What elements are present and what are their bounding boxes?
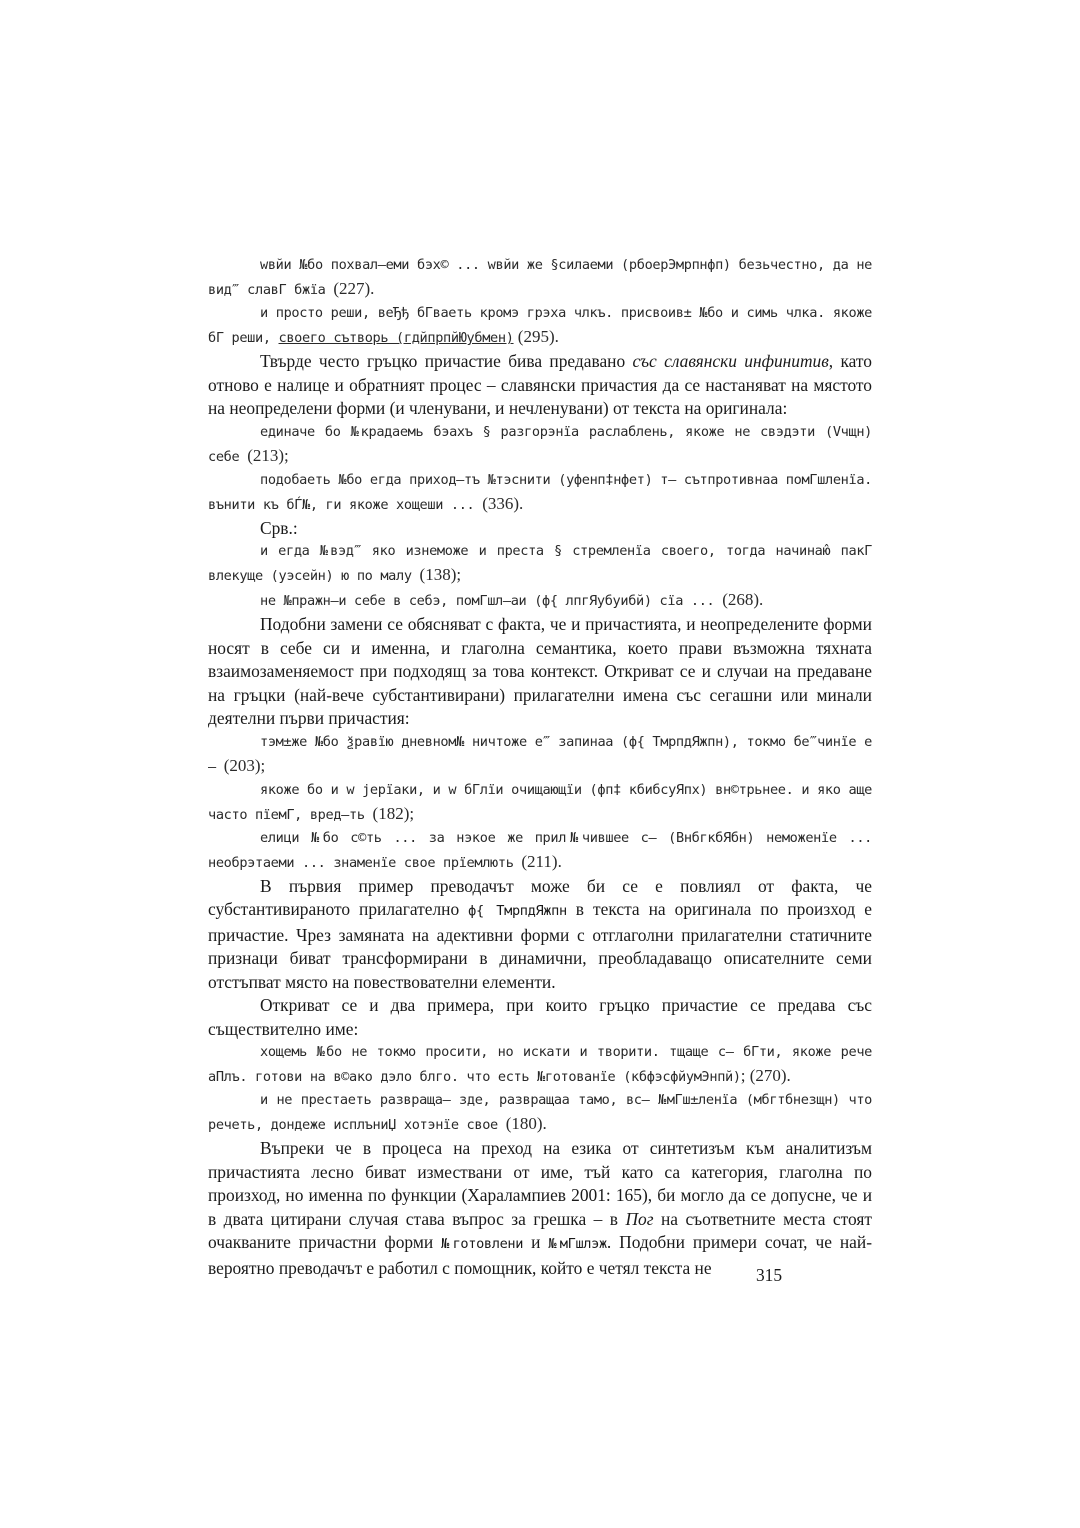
quote-reference: (295). (513, 327, 559, 346)
quote-reference: (211). (521, 851, 562, 871)
paragraph-text: Въпреки че в процеса на преход на езика от синтетизъм към аналитизъм причастията лесно биват измествани от име, тъй като са категория, глаголна по произход, но именна по функции (Харалампиев 2001: 165), би могло да се допусне, че и в двата цитирани случая става въпрос за грешка – в (208, 1138, 872, 1229)
quote-citation (208, 827, 872, 875)
quote-citation (208, 779, 872, 827)
paragraph-text: . Подобни примери сочат, че най-вероятно преводачът е работил с помощник, който е четял текста не (208, 1232, 873, 1278)
body-paragraph: Подобни замени се обясняват с факта, че и причастията, и неопределените форми носят в себе си и именна, и глаголна семантика, което прави възможна тяхната взаимозаменяемост при подходящ за това контекст. Откриват се и случаи на предаване на гръцки (най-вече субстантивирани) прилагателни имена със сегашни или минали деятелни първи причастия: (208, 614, 872, 728)
quote-reference: (227). (333, 279, 375, 298)
quote-citation (208, 1041, 872, 1089)
italic-term: Пог (625, 1208, 654, 1229)
italic-term: със славянски инфинитив (632, 351, 829, 371)
quote-text: хощемь №бо не токмо просити, но искати и творити. тщаще с— бГти, якоже рече аПлъ. готови на в©ако дэло блго. что есть №готованїе (кбфэсфйумЭнпй) (208, 1044, 872, 1085)
paragraph-text: в текста на оригинала по произход е причастие. Чрез замяната на адективни форми с отглаголни прилагателни статичните признаци биват трансформирани в динамични, преобладаващо описателните семи отстъпват място на повествователни елементи. (208, 899, 872, 992)
quote-text: подобаеть №бо егда приход—тъ №тэснити (уфенп‡нфет) т— сътпротивнаа помГшленїа. вънити къ бЃ№, ги якоже хощеши ... (208, 471, 872, 513)
quote-text: тэм±же №бо ѯравїю дневном№ ничтоже е‴ запинаа (ф{ ТмрпдЯжпн), токмо бе‴чинїе е— (208, 733, 872, 775)
quote-citation (208, 254, 872, 302)
quote-citation (208, 302, 872, 350)
quote-reference: ; (270). (740, 1066, 791, 1085)
quote-reference: (180). (505, 1114, 547, 1133)
body-paragraph (208, 875, 872, 995)
quote-text: и егда №вэд‴ яко изнеможе и преста § стремленїа своего, тогда начинаю̂ пакГ влекуще (уэсейн) ю по малу (208, 543, 872, 584)
comparison-label: Срв.: (260, 517, 298, 538)
quote-text: wвйи №бо похвал—еми бэх© ... wвйи же §силаеми (рбоерЭмрпнфп) безьчестно, да не вид‴ славГ бжїа (208, 257, 872, 298)
quote-text: и не престаеть развраща— зде, развращаа тамо, вс— №мГш±ленїа (мбгтбнезщн) что речеть, дондеже исплъниЏ хотэнїе свое (208, 1092, 872, 1133)
paragraph-text: В първия пример преводачът може би се е повлиял от факта, че субстантивираното прилагателно (208, 875, 872, 919)
quote-citation (208, 588, 872, 613)
paragraph-text: Твърде често гръцко причастие бива предавано (260, 351, 633, 371)
quote-reference: (336). (482, 493, 524, 513)
page-number (0, 1264, 1080, 1286)
greek-term: ф{ ТмрпдЯжпн (468, 903, 567, 919)
quote-reference: (213); (247, 445, 289, 465)
body-paragraph: Откриват се и два примера, при които гръцко причастие се предава със съществително име: (208, 995, 872, 1039)
slavonic-form: №готовлени (441, 1236, 524, 1252)
quote-text: елици №бо с©ть ... за нэкое же прил№чившее с— (ВнбгкбЯбн) неможенїе ... необрэтаеми ... знаменїе свое прїемлють (208, 829, 872, 871)
quote-reference: (203); (223, 755, 266, 775)
paragraph-text: на съответните места стоят очакваните причастни форми (208, 1208, 872, 1252)
paragraph-text: и (523, 1232, 549, 1252)
quote-text: и просто реши, веЂђ бГваеть кромэ грэха члкъ. присвоив± №бо и симь члка. якоже бГ реши, (208, 305, 872, 346)
quote-text: единаче бо №крадаемь бэахъ § разгорэнїа раслаблень, якоже не свэдэти (Vчщн) себе (208, 423, 872, 465)
page-body (208, 254, 872, 1280)
quote-text: якоже бо и w јерїаки, и w бГлїи очищающїи (фп‡ кбибсуЯпх) вн©трьнее. и яко аще часто пїемГ, вред—ть (208, 781, 872, 823)
body-paragraph (208, 350, 872, 421)
quote-citation (208, 421, 872, 469)
body-paragraph (208, 1137, 872, 1280)
quote-reference: (182); (372, 803, 415, 823)
paragraph-text: , като отново е налице и обратният процес – славянски причастия да се настаняват на мястото на неопределени форми (и членувани, и нечленувани) от текста на оригинала: (208, 351, 872, 418)
underlined-quote-text: своего сътворь (гдйпрпйЮубмен) (278, 330, 514, 346)
quote-reference: (268). (722, 590, 764, 609)
quote-reference: (138); (419, 565, 462, 584)
quote-citation (208, 731, 872, 779)
slavonic-form: №мГшлэж (548, 1236, 607, 1252)
quote-citation (208, 469, 872, 517)
quote-text: не №пражн—и себе в себэ, помГшл—аи (ф{ лпгЯубуибй) сїа ... (260, 593, 715, 609)
page-number-text: 315 (755, 1265, 783, 1285)
quote-citation (208, 1089, 872, 1137)
quote-citation (208, 540, 872, 588)
